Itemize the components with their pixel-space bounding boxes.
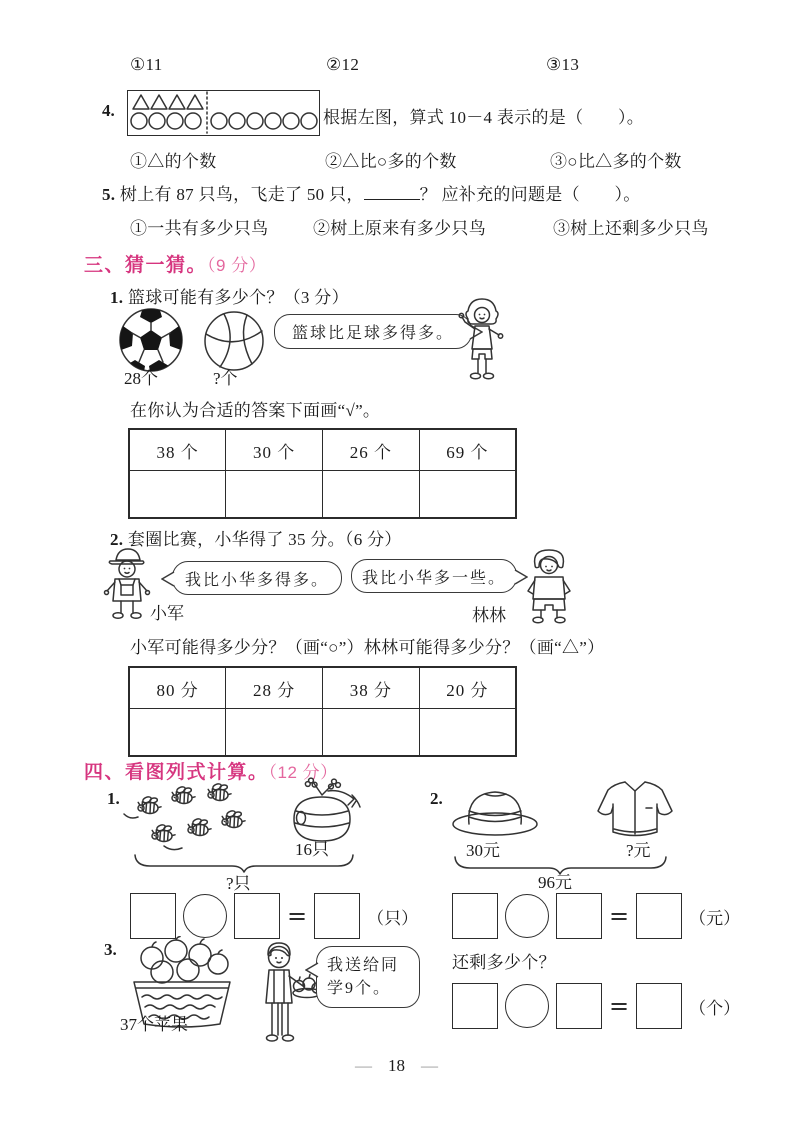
choice-option: ②12 xyxy=(326,55,360,74)
count-label-soccer: 28个 xyxy=(124,369,158,388)
price-label-jacket: ?元 xyxy=(626,841,651,860)
table-header-cell: 38 分 xyxy=(323,667,420,709)
answer-cell[interactable] xyxy=(323,471,420,519)
total-label-price: 96元 xyxy=(538,873,572,892)
answer-box[interactable] xyxy=(452,983,498,1029)
operator-circle[interactable] xyxy=(505,894,549,938)
operator-circle[interactable] xyxy=(505,984,549,1028)
answer-table-rings xyxy=(128,666,517,757)
choice-option: ①△的个数 xyxy=(130,152,217,171)
equation-row-price xyxy=(452,893,740,939)
bubble-tail xyxy=(161,570,175,588)
answer-box[interactable] xyxy=(130,893,176,939)
question-number: 2. xyxy=(430,789,443,808)
count-label-basketball: ?个 xyxy=(213,369,238,388)
total-label-bees: ?只 xyxy=(226,874,251,893)
section-score: （12 分） xyxy=(268,763,338,782)
choice-option: ③13 xyxy=(546,55,580,74)
answer-cell[interactable] xyxy=(129,709,226,757)
jacket xyxy=(594,776,676,842)
answer-cell[interactable] xyxy=(226,471,323,519)
triangle-circle-diagram-art xyxy=(128,91,318,134)
speech-bubble-basketball: 篮球比足球多得多。 xyxy=(274,314,472,349)
unit-label: （个） xyxy=(689,998,741,1018)
choice-option: ①11 xyxy=(130,55,163,74)
answer-cell[interactable] xyxy=(419,709,516,757)
instruction-text: 在你认为合适的答案下面画“√”。 xyxy=(130,401,381,420)
question-text: 2. 套圈比赛，小华得了 35 分。（6 分） xyxy=(110,530,402,549)
price-label-hat: 30元 xyxy=(466,841,500,860)
section-header: 三、猜一猜。（9 分） xyxy=(84,255,267,276)
question-text: 1. 篮球可能有多少个？（3 分） xyxy=(110,288,349,307)
table-header-cell: 28 分 xyxy=(226,667,323,709)
equals-sign: = xyxy=(609,902,630,930)
question-number: 1. xyxy=(107,789,120,808)
question-number: 4. xyxy=(102,101,115,120)
table-header-cell: 69 个 xyxy=(419,429,516,471)
boy-linlin xyxy=(519,546,579,624)
footer-dash: — xyxy=(355,1056,372,1075)
answer-box[interactable] xyxy=(452,893,498,939)
name-label-linlin: 林林 xyxy=(472,606,506,625)
speech-bubble-boy: 我送给同学9个。 xyxy=(316,946,420,1008)
question-text: 小军可能得多少分？（画“○”）林林可能得多少分？（画“△”） xyxy=(130,638,605,657)
table-header-cell: 26 个 xyxy=(323,429,420,471)
answer-box[interactable] xyxy=(314,893,360,939)
question-number: 3. xyxy=(104,940,117,959)
equation-row-bees xyxy=(130,893,418,939)
triangle-circle-diagram xyxy=(127,90,320,136)
answer-cell[interactable] xyxy=(419,471,516,519)
straw-hat xyxy=(449,780,541,838)
speech-bubble-xiaojun: 我比小华多得多。 xyxy=(172,561,342,595)
answer-table-basketball xyxy=(128,428,517,519)
question-text: 根据左图，算式 10－4 表示的是（ ）。 xyxy=(323,108,645,127)
bubble-tail xyxy=(305,961,319,979)
page-number: 18 xyxy=(388,1056,405,1075)
speech-bubble-linlin: 我比小华多一些。 xyxy=(351,559,517,593)
table-header-cell: 38 个 xyxy=(129,429,226,471)
table-header-cell: 30 个 xyxy=(226,429,323,471)
count-label-apples: 37个苹果 xyxy=(120,1015,188,1034)
count-label-hive: 16只 xyxy=(295,840,329,859)
operator-circle[interactable] xyxy=(183,894,227,938)
bees-swarm xyxy=(122,782,262,862)
answer-cell[interactable] xyxy=(226,709,323,757)
choice-option: ②△比○多的个数 xyxy=(325,152,457,171)
cheering-kid xyxy=(456,297,508,387)
table-header-cell: 80 分 xyxy=(129,667,226,709)
answer-box[interactable] xyxy=(556,983,602,1029)
unit-label: （只） xyxy=(367,908,419,928)
answer-cell[interactable] xyxy=(323,709,420,757)
fill-blank[interactable] xyxy=(364,186,420,200)
equals-sign: = xyxy=(609,992,630,1020)
choice-option: ③○比△多的个数 xyxy=(550,152,682,171)
equals-sign: = xyxy=(287,902,308,930)
equation-row-apples xyxy=(452,983,740,1029)
answer-box[interactable] xyxy=(636,983,682,1029)
answer-box[interactable] xyxy=(234,893,280,939)
choice-option: ③树上还剩多少只鸟 xyxy=(553,219,709,238)
choice-option: ②树上原来有多少只鸟 xyxy=(313,219,486,238)
table-header-cell: 20 分 xyxy=(419,667,516,709)
section-score: （9 分） xyxy=(207,256,267,275)
question-text: 还剩多少个？ xyxy=(452,953,556,972)
choice-option: ①一共有多少只鸟 xyxy=(130,219,269,238)
page-footer xyxy=(0,1056,793,1076)
name-label-xiaojun: 小军 xyxy=(150,604,184,623)
answer-box[interactable] xyxy=(556,893,602,939)
answer-cell[interactable] xyxy=(129,471,226,519)
unit-label: （元） xyxy=(689,908,741,928)
section-header: 四、看图列式计算。（12 分） xyxy=(84,762,338,783)
question-number: 5. xyxy=(102,185,116,204)
footer-dash: — xyxy=(421,1056,438,1075)
question-text: 5. 树上有 87 只鸟，飞走了 50 只， ？ 应补充的问题是（ ）。 xyxy=(102,185,641,204)
answer-box[interactable] xyxy=(636,893,682,939)
